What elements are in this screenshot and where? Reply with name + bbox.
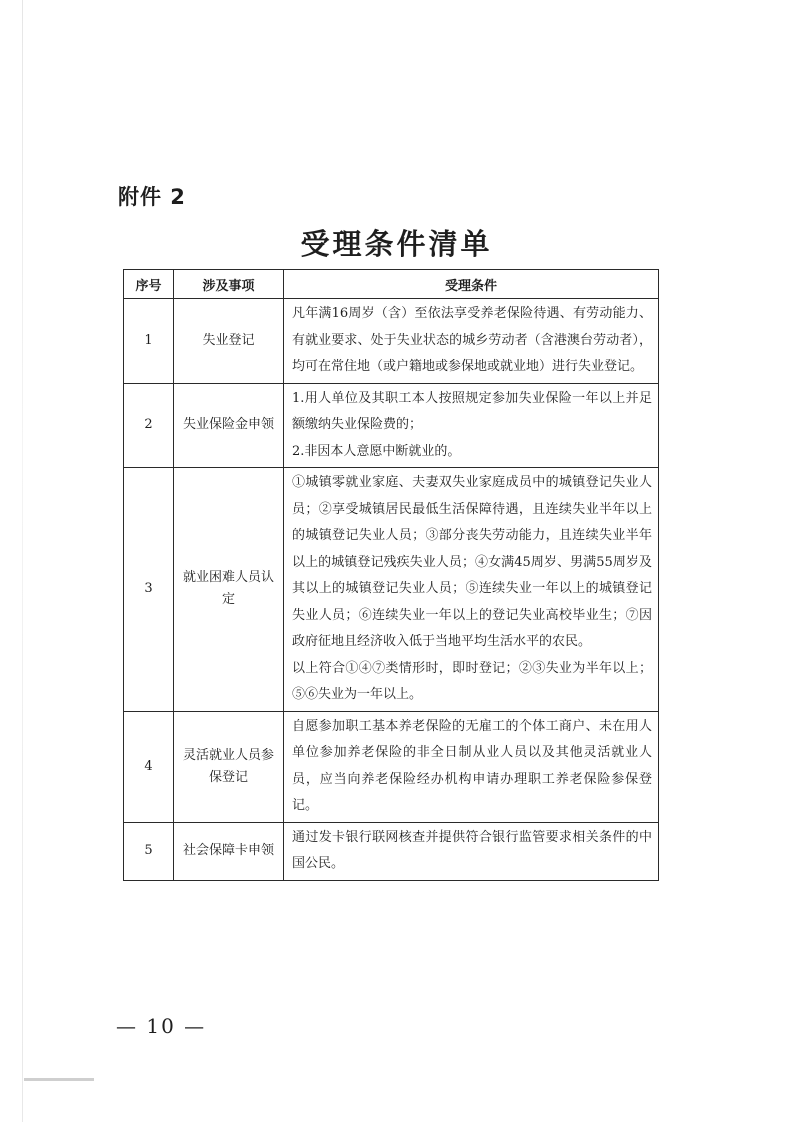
table-row bbox=[124, 822, 659, 880]
row-conditions bbox=[284, 468, 659, 712]
condition-text: 1.用人单位及其职工本人按照规定参加失业保险一年以上并足额缴纳失业保险费的； bbox=[292, 390, 652, 432]
row-item: 失业保险金申领 bbox=[174, 383, 284, 468]
row-item: 失业登记 bbox=[174, 299, 284, 384]
row-conditions bbox=[284, 822, 659, 880]
header-conditions: 受理条件 bbox=[284, 270, 659, 299]
row-conditions bbox=[284, 383, 659, 468]
table-row bbox=[124, 383, 659, 468]
condition-text: 2.非因本人意愿中断就业的。 bbox=[292, 443, 461, 459]
conditions-table bbox=[123, 269, 659, 881]
condition-text: 通过发卡银行联网核查并提供符合银行监管要求相关条件的中国公民。 bbox=[292, 829, 652, 871]
attachment-label: 附件 2 bbox=[118, 185, 186, 209]
condition-text: 以上符合①④⑦类情形时，即时登记；②③失业为半年以上；⑤⑥失业为一年以上。 bbox=[292, 660, 652, 702]
header-item: 涉及事项 bbox=[174, 270, 284, 299]
row-no: 5 bbox=[124, 822, 174, 880]
header-no: 序号 bbox=[124, 270, 174, 299]
table-header-row bbox=[124, 270, 659, 299]
scan-edge bbox=[22, 0, 23, 1122]
condition-text: ①城镇零就业家庭、夫妻双失业家庭成员中的城镇登记失业人员；②享受城镇居民最低生活保障待遇，且连续失业半年以上的城镇登记失业人员；③部分丧失劳动能力，且连续失业半年以上的城镇登记残疾失业人员；④女满45周岁、男满55周岁及其以上的城镇登记失业人员；⑤连续失业一年以上的城镇登记失业人员；⑥连续失业一年以上的登记失业高校毕业生；⑦因政府征地且经济收入低于当地平均生活水平的农民。 bbox=[292, 475, 652, 649]
table-row bbox=[124, 711, 659, 822]
row-conditions bbox=[284, 711, 659, 822]
table-row bbox=[124, 299, 659, 384]
scan-mark bbox=[24, 1078, 94, 1081]
condition-text: 自愿参加职工基本养老保险的无雇工的个体工商户、未在用人单位参加养老保险的非全日制从业人员以及其他灵活就业人员，应当向养老保险经办机构申请办理职工养老保险参保登记。 bbox=[292, 718, 652, 813]
row-item: 就业困难人员认定 bbox=[174, 468, 284, 712]
row-no: 2 bbox=[124, 383, 174, 468]
table-row bbox=[124, 468, 659, 712]
row-item: 灵活就业人员参保登记 bbox=[174, 711, 284, 822]
page-number: — 10 — bbox=[116, 1014, 207, 1038]
row-no: 1 bbox=[124, 299, 174, 384]
row-no: 3 bbox=[124, 468, 174, 712]
row-item: 社会保障卡申领 bbox=[174, 822, 284, 880]
condition-text: 凡年满16周岁（含）至依法享受养老保险待遇、有劳动能力、有就业要求、处于失业状态的城乡劳动者（含港澳台劳动者），均可在常住地（或户籍地或参保地或就业地）进行失业登记。 bbox=[292, 306, 652, 374]
row-no: 4 bbox=[124, 711, 174, 822]
page-title: 受理条件清单 bbox=[300, 227, 493, 261]
row-conditions bbox=[284, 299, 659, 384]
